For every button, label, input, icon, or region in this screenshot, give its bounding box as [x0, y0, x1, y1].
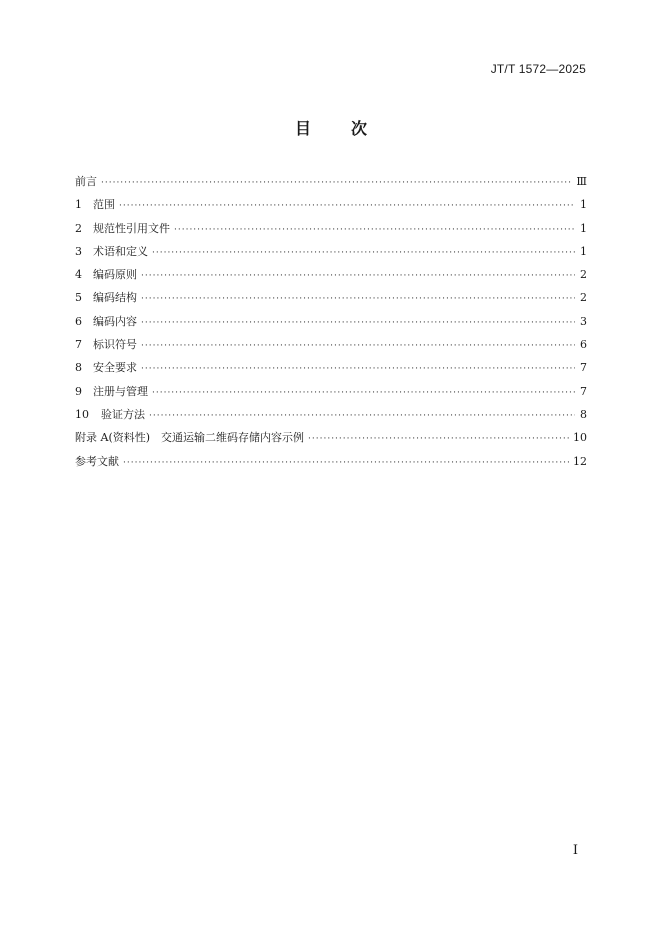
- toc-entry-label: 注册与管理: [93, 384, 148, 398]
- table-of-contents: [75, 170, 587, 473]
- toc-entry-page: 10: [573, 431, 587, 445]
- toc-leader-dots: [149, 405, 575, 428]
- toc-entry-label: 验证方法: [101, 407, 145, 421]
- toc-entry-label: 参考文献: [75, 454, 119, 468]
- toc-entry-page: 3: [580, 314, 587, 328]
- toc-entry-number: 4: [75, 268, 82, 282]
- toc-entry-label: 安全要求: [93, 361, 137, 375]
- toc-entry-page: 1: [580, 198, 587, 212]
- toc-entry-foreword[interactable]: [75, 170, 587, 193]
- toc-entry-scope[interactable]: [75, 193, 587, 216]
- toc-leader-dots: [141, 288, 575, 311]
- toc-entry-page: 1: [580, 244, 587, 258]
- toc-entry-label: 规范性引用文件: [93, 221, 170, 235]
- toc-entry-page: 12: [573, 454, 587, 468]
- toc-entry-terms-definitions[interactable]: [75, 240, 587, 263]
- toc-entry-page: 6: [580, 338, 587, 352]
- page-number: Ⅰ: [572, 843, 578, 858]
- toc-leader-dots: [308, 428, 569, 451]
- toc-leader-dots: [141, 335, 575, 358]
- toc-entry-coding-structure[interactable]: [75, 286, 587, 309]
- toc-entry-label: 标识符号: [93, 338, 137, 352]
- toc-entry-label: 范围: [93, 198, 115, 212]
- toc-entry-bibliography[interactable]: [75, 450, 587, 473]
- toc-entry-number: 5: [75, 291, 82, 305]
- toc-entry-page: 7: [580, 384, 587, 398]
- toc-leader-dots: [141, 358, 575, 381]
- toc-entry-registration-management[interactable]: [75, 380, 587, 403]
- toc-entry-verification-methods[interactable]: [75, 403, 587, 426]
- toc-entry-number: 9: [75, 384, 82, 398]
- toc-leader-dots: [152, 242, 575, 265]
- toc-entry-number: 1: [75, 198, 82, 212]
- toc-leader-dots: [174, 219, 575, 242]
- toc-entry-number: 6: [75, 314, 82, 328]
- toc-entry-number: 7: [75, 338, 82, 352]
- toc-leader-dots: [123, 452, 569, 475]
- toc-entry-page: 2: [580, 291, 587, 305]
- toc-entry-label: 术语和定义: [93, 244, 148, 258]
- toc-title: [0, 116, 662, 139]
- toc-title-char-2: 次: [351, 119, 368, 138]
- toc-entry-number: 3: [75, 244, 82, 258]
- toc-entry-coding-principles[interactable]: [75, 263, 587, 286]
- document-code: JT/T 1572—2025: [490, 62, 586, 76]
- toc-entry-security-requirements[interactable]: [75, 356, 587, 379]
- toc-entry-label: 编码原则: [93, 268, 137, 282]
- toc-entry-coding-content[interactable]: [75, 310, 587, 333]
- toc-entry-number: 2: [75, 221, 82, 235]
- toc-leader-dots: [141, 312, 575, 335]
- toc-entry-number: 10: [75, 407, 89, 421]
- toc-entry-label: 附录 A(资料性) 交通运输二维码存储内容示例: [75, 431, 305, 445]
- toc-entry-label: 编码内容: [93, 314, 137, 328]
- toc-entry-page: 1: [580, 221, 587, 235]
- toc-leader-dots: [119, 195, 575, 218]
- toc-leader-dots: [141, 265, 575, 288]
- toc-entry-page: 7: [580, 361, 587, 375]
- toc-entry-number: 8: [75, 361, 82, 375]
- toc-leader-dots: [101, 172, 572, 195]
- toc-entry-annex-a[interactable]: [75, 426, 587, 449]
- toc-entry-normative-references[interactable]: [75, 217, 587, 240]
- toc-entry-page: Ⅲ: [576, 175, 587, 188]
- toc-entry-label: 编码结构: [93, 291, 137, 305]
- toc-entry-page: 8: [580, 407, 587, 421]
- toc-title-char-1: 目: [294, 119, 311, 138]
- toc-leader-dots: [152, 382, 575, 405]
- toc-entry-identification-symbol[interactable]: [75, 333, 587, 356]
- toc-entry-label: 前言: [75, 175, 97, 188]
- toc-entry-page: 2: [580, 268, 587, 282]
